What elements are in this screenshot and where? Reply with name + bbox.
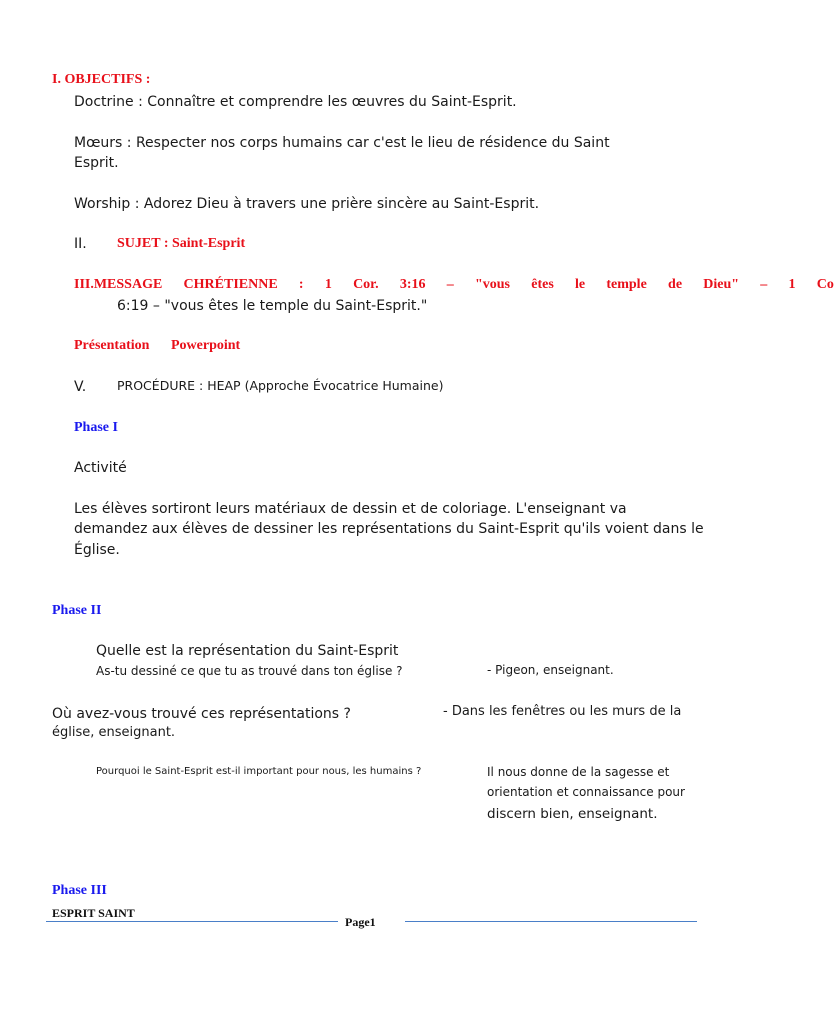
question-1-sub: As-tu dessiné ce que tu as trouvé dans ton église ? xyxy=(96,664,403,678)
worship-text: Worship : Adorez Dieu à travers une prière sincère au Saint-Esprit. xyxy=(74,196,540,212)
powerpoint-label: Powerpoint xyxy=(171,338,241,353)
presentation-label: Présentation xyxy=(74,338,150,353)
phase1-heading: Phase I xyxy=(74,420,118,435)
moeurs-text-line1: Mœurs : Respecter nos corps humains car c'est le lieu de résidence du Saint xyxy=(74,135,610,151)
message-word: Cor. xyxy=(353,277,379,292)
message-word: 3:16 xyxy=(399,277,426,292)
message-word: – xyxy=(760,277,768,292)
message-word: "vous xyxy=(474,277,510,292)
message-word: CHRÉTIENNE xyxy=(183,277,278,292)
answer-3-line1: Il nous donne de la sagesse et xyxy=(487,765,670,779)
answer-1: - Pigeon, enseignant. xyxy=(487,663,614,677)
message-word: 1 xyxy=(324,277,332,292)
answer-3-line2: orientation et connaissance pour xyxy=(487,785,685,799)
footer-page-number: Page1 xyxy=(345,915,376,929)
procedure-text: PROCÉDURE : HEAP (Approche Évocatrice Humaine) xyxy=(117,378,444,393)
answer-2: - Dans les fenêtres ou les murs de la xyxy=(443,704,682,719)
question-2-continuation: église, enseignant. xyxy=(52,725,176,740)
footer-rule-left xyxy=(46,921,338,922)
activity-para-line1: Les élèves sortiront leurs matériaux de dessin et de coloriage. L'enseignant va xyxy=(74,501,627,517)
objectifs-heading: I. OBJECTIFS : xyxy=(52,72,151,87)
phase2-heading: Phase II xyxy=(52,603,102,618)
sujet-number: II. xyxy=(74,236,87,252)
message-word: 1 xyxy=(788,277,796,292)
question-2: Où avez-vous trouvé ces représentations ? xyxy=(52,706,351,722)
message-heading-line xyxy=(74,277,834,293)
sujet-heading: SUJET : Saint-Esprit xyxy=(117,236,246,251)
message-word: III.MESSAGE xyxy=(74,277,163,292)
moeurs-text-line2: Esprit. xyxy=(74,155,119,171)
activity-para-line2: demandez aux élèves de dessiner les représentations du Saint-Esprit qu'ils voient dans le xyxy=(74,521,704,537)
question-3: Pourquoi le Saint-Esprit est-il important pour nous, les humains ? xyxy=(96,766,422,777)
footer-title: ESPRIT SAINT xyxy=(52,906,135,920)
footer-rule-right xyxy=(405,921,697,922)
message-word: de xyxy=(668,277,683,292)
procedure-number: V. xyxy=(74,379,87,395)
message-word: êtes xyxy=(531,277,554,292)
phase3-heading: Phase III xyxy=(52,883,107,898)
message-word: : xyxy=(298,277,304,292)
question-1: Quelle est la représentation du Saint-Esprit xyxy=(96,643,399,659)
message-continuation: 6:19 – "vous êtes le temple du Saint-Esprit." xyxy=(117,298,428,314)
message-word: – xyxy=(446,277,454,292)
message-word: Co xyxy=(816,277,834,292)
activity-para-line3: Église. xyxy=(74,542,120,558)
activity-label: Activité xyxy=(74,460,127,476)
answer-3-line3: discern bien, enseignant. xyxy=(487,806,658,822)
message-word: Dieu" xyxy=(703,277,740,292)
message-word: le xyxy=(575,277,586,292)
doctrine-text: Doctrine : Connaître et comprendre les œuvres du Saint-Esprit. xyxy=(74,94,517,110)
message-word: temple xyxy=(606,277,647,292)
